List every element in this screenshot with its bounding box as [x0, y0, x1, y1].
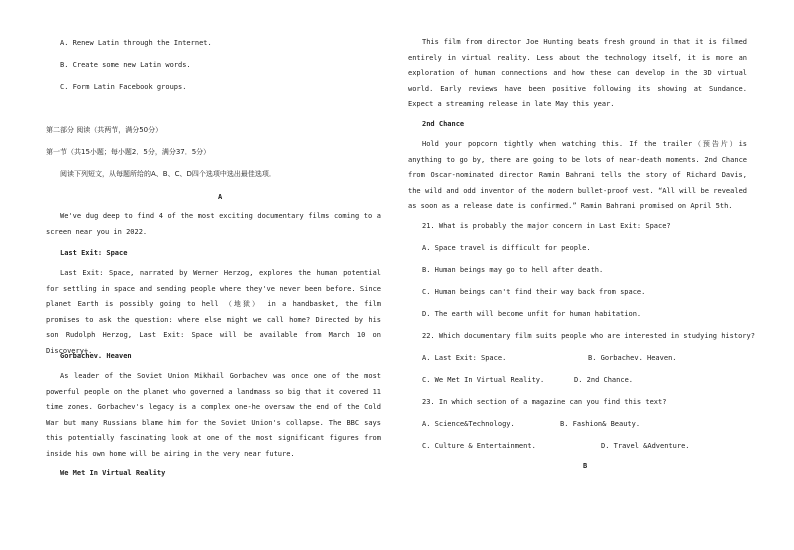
q20-option-a: A. Renew Latin through the Internet. — [60, 39, 212, 47]
q20-option-b: B. Create some new Latin words. — [60, 61, 191, 69]
question-22: 22. Which documentary film suits people who are interested in studying history? — [422, 332, 755, 340]
film2-paragraph: As leader of the Soviet Union Mikhail Gorbachev was once one of the most powerful people on the planet who governed a landmass so big that it covered 11 time zones. Gorbachev's legacy is a complex one-he oversaw the end of the Cold War but many Russians blame him for the Soviet Union's collapse. The BBC says this potentially fascinating look at one of the most significant figures from inside his own home will be airing in the very near future. — [46, 372, 381, 458]
film1-title: Last Exit: Space — [60, 249, 128, 257]
q23-option-c: C. Culture & Entertainment. — [422, 442, 536, 450]
film1-paragraph: Last Exit: Space, narrated by Werner Herzog, explores the human potential for settling in space and sending people where they've never been before. Since planet Earth is possibly going to hell （地狱） in a handbasket, the film promises to ask the question: where else might we call home? Directed by his son Rudolph Herzog, Last Exit: Space will be available from March 10 on Discovery+. — [46, 269, 381, 355]
intro-paragraph: We've dug deep to find 4 of the most exciting documentary films coming to a screen near you in 2022. — [46, 212, 381, 236]
q22-option-c: C. We Met In Virtual Reality. — [422, 376, 545, 384]
q21-option-c: C. Human beings can't find their way back from space. — [422, 288, 646, 296]
question-23: 23. In which section of a magazine can you find this text? — [422, 398, 667, 406]
film4-title: 2nd Chance — [422, 120, 465, 128]
q21-option-d: D. The earth will become unfit for human habitation. — [422, 310, 642, 318]
q20-option-c: C. Form Latin Facebook groups. — [60, 83, 187, 91]
question-21: 21. What is probably the major concern in Last Exit: Space? — [422, 222, 671, 230]
instruction: 阅读下列短文，从每题所给的A、B、C、D四个选项中选出最佳选项． — [60, 170, 276, 178]
q22-option-d: D. 2nd Chance. — [574, 376, 634, 384]
film2-title: Gorbachev. Heaven — [60, 352, 132, 360]
film4-paragraph: Hold your popcorn tightly when watching this. If the trailer（预告片）is anything to go by, there are going to be lots of near-death moments. 2nd Chance from Oscar-nominated director Ramin Bahrani tells the story of Richard Davis, the wild and odd inventor of the modern bullet-proof vest. “All will be revealed as soon as a release date is confirmed.” Ramin Bahrani promised on April 5th. — [408, 140, 747, 211]
q23-option-a: A. Science&Technology. — [422, 420, 515, 428]
q22-option-b: B. Gorbachev. Heaven. — [588, 354, 677, 362]
film3-paragraph: This film from director Joe Hunting beats fresh ground in that it is filmed entirely in virtual reality. Less about the technology itself, it is more an exploration of human connections and how these can develop in the 3D virtual world. Early reviews have been positive following its showing at Sundance. Expect a streaming release in late May this year. — [408, 38, 747, 109]
q23-option-b: B. Fashion& Beauty. — [560, 420, 641, 428]
q21-option-b: B. Human beings may go to hell after death. — [422, 266, 604, 274]
section-title: 第二部分 阅读（共两节，满分50分） — [46, 126, 163, 134]
passage-label-a: A — [218, 193, 223, 201]
q22-option-a: A. Last Exit: Space. — [422, 354, 507, 362]
film3-title: We Met In Virtual Reality — [60, 469, 166, 477]
q23-option-d: D. Travel &Adventure. — [601, 442, 690, 450]
section-subtitle: 第一节（共15小题；每小题2．5分，满分37．5分） — [46, 148, 211, 156]
q21-option-a: A. Space travel is difficult for people. — [422, 244, 591, 252]
passage-label-b: B — [583, 462, 588, 470]
